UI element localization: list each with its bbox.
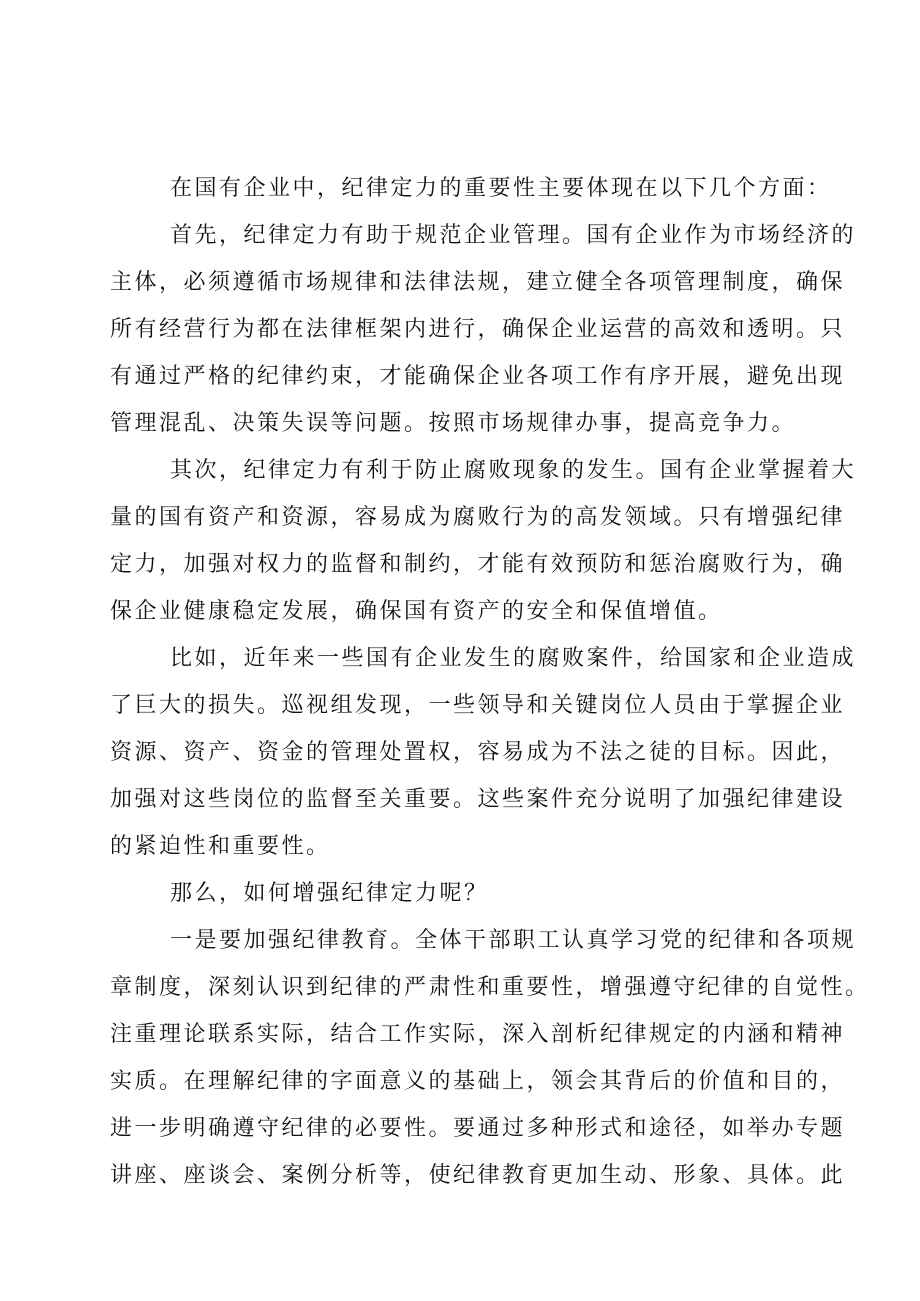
- text-line: 一是要加强纪律教育。全体干部职工认真学习党的纪律和各项规: [170, 928, 857, 953]
- text-line: 资源、资产、资金的管理处置权，容易成为不法之徒的目标。因此，: [110, 740, 846, 765]
- text-line: 定力，加强对权力的监督和制约，才能有效预防和惩治腐败行为，确: [110, 552, 846, 577]
- text-line: 注重理论联系实际，结合工作实际，深入剖析纪律规定的内涵和精神: [110, 1022, 846, 1047]
- paragraph-point-1: [110, 212, 857, 447]
- text-line: 那么，如何增强纪律定力呢？: [170, 881, 489, 906]
- text-line: 其次，纪律定力有利于防止腐败现象的发生。国有企业掌握着大: [170, 458, 857, 483]
- text-line: 实质。在理解纪律的字面意义的基础上，领会其背后的价值和目的，: [110, 1069, 846, 1094]
- text-line: 章制度，深刻认识到纪律的严肃性和重要性，增强遵守纪律的自觉性。: [110, 975, 870, 1000]
- text-line: 保企业健康稳定发展，确保国有资产的安全和保值增值。: [110, 599, 723, 624]
- text-line: 比如，近年来一些国有企业发生的腐败案件，给国家和企业造成: [170, 646, 857, 671]
- paragraph-example: [110, 635, 857, 870]
- text-line: 进一步明确遵守纪律的必要性。要通过多种形式和途径，如举办专题: [110, 1116, 846, 1141]
- paragraph-measure-1: [110, 917, 870, 1199]
- text-line: 量的国有资产和资源，容易成为腐败行为的高发领域。只有增强纪律: [110, 505, 846, 530]
- paragraph-intro: [110, 165, 832, 212]
- text-line: 讲座、座谈会、案例分析等，使纪律教育更加生动、形象、具体。此: [110, 1163, 846, 1188]
- text-line: 有通过严格的纪律约束，才能确保企业各项工作有序开展，避免出现: [110, 364, 846, 389]
- text-line: 在国有企业中，纪律定力的重要性主要体现在以下几个方面：: [170, 176, 832, 201]
- text-line: 加强对这些岗位的监督至关重要。这些案件充分说明了加强纪律建设: [110, 787, 846, 812]
- text-line: 主体，必须遵循市场规律和法律法规，建立健全各项管理制度，确保: [110, 270, 846, 295]
- paragraph-point-2: [110, 447, 857, 635]
- text-line: 的紧迫性和重要性。: [110, 834, 331, 859]
- paragraph-question: [110, 870, 825, 917]
- text-line: 管理混乱、决策失误等问题。按照市场规律办事，提高竞争力。: [110, 411, 797, 436]
- text-line: 了巨大的损失。巡视组发现，一些领导和关键岗位人员由于掌握企业: [110, 693, 846, 718]
- text-line: 首先，纪律定力有助于规范企业管理。国有企业作为市场经济的: [170, 223, 857, 248]
- document-body: [110, 165, 870, 1199]
- text-line: 所有经营行为都在法律框架内进行，确保企业运营的高效和透明。只: [110, 317, 846, 342]
